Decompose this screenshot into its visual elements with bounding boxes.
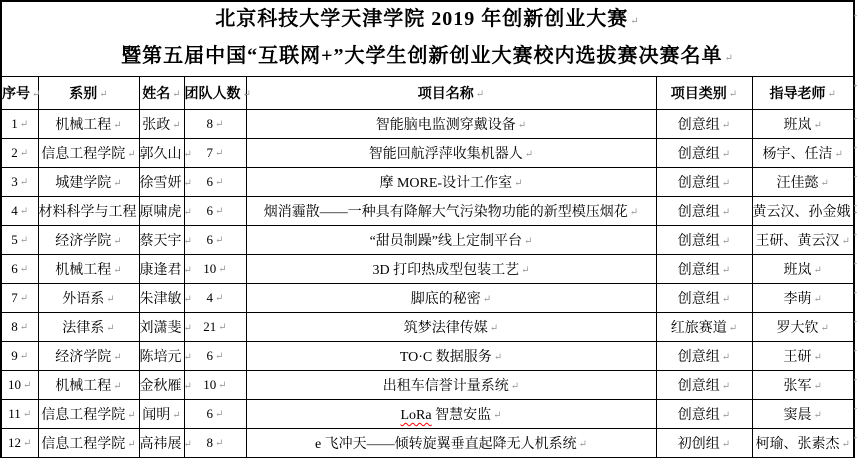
cell-category: 创意组 ↵ xyxy=(656,284,752,313)
cell-name: 闻明 ↵ xyxy=(139,400,184,429)
cell-name: 高祎展 ↵ xyxy=(139,429,184,458)
cell-category: 创意组 ↵ xyxy=(656,197,752,226)
cell-advisor: 班岚 ↵ ↵ xyxy=(752,110,854,139)
cell-project: e 飞冲天——倾转旋翼垂直起降无人机系统 ↵ xyxy=(246,429,656,458)
cell-department: 城建学院 ↵ xyxy=(38,168,139,197)
cell-no: 2 ↵ xyxy=(1,139,38,168)
cell-project: 智能脑电监测穿戴设备 ↵ xyxy=(246,110,656,139)
cell-category: 创意组 ↵ xyxy=(656,226,752,255)
cell-team-size: 10 ↵ xyxy=(184,255,246,284)
cell-no: 6 ↵ xyxy=(1,255,38,284)
cell-team-size: 6 ↵ xyxy=(184,342,246,371)
project-text-rest: 智慧安监 xyxy=(431,408,492,423)
cell-team-size: 6 ↵ xyxy=(184,400,246,429)
cell-team-size: 6 ↵ xyxy=(184,226,246,255)
cell-category: 红旅赛道 ↵ xyxy=(656,313,752,342)
cell-category: 创意组 ↵ xyxy=(656,255,752,284)
table-row xyxy=(1,371,854,400)
cell-category: 创意组 ↵ xyxy=(656,110,752,139)
header-advisor: 指导老师 ↵ ↵ xyxy=(752,77,854,110)
cell-advisor: 杨宇、任洁 ↵ ↵ xyxy=(752,139,854,168)
cell-department: 经济学院 ↵ xyxy=(38,226,139,255)
cell-department: 机械工程 ↵ xyxy=(38,371,139,400)
header-name: 姓名 ↵ xyxy=(139,77,184,110)
cell-advisor: 王研、黄云汉 ↵ ↵ xyxy=(752,226,854,255)
cell-advisor: 王研 ↵ ↵ xyxy=(752,342,854,371)
table-row xyxy=(1,255,854,284)
cell-project: 烟消霾散——一种具有降解大气污染物功能的新型模压烟花 ↵ xyxy=(246,197,656,226)
cell-name: 郭久山 ↵ xyxy=(139,139,184,168)
cell-advisor: 班岚 ↵ ↵ xyxy=(752,255,854,284)
cell-name: 陈培元 ↵ xyxy=(139,342,184,371)
cell-category: 创意组 ↵ xyxy=(656,400,752,429)
cell-team-size: 7 ↵ xyxy=(184,139,246,168)
cell-advisor: 张军 ↵ ↵ xyxy=(752,371,854,400)
cell-team-size: 8 ↵ xyxy=(184,429,246,458)
header-team-size: 团队人数 ↵ xyxy=(184,77,246,110)
cell-no: 4 ↵ xyxy=(1,197,38,226)
table-row xyxy=(1,168,854,197)
cell-no: 3 ↵ xyxy=(1,168,38,197)
header-department: 系别 ↵ xyxy=(38,77,139,110)
table-row xyxy=(1,313,854,342)
cell-no: 7 ↵ xyxy=(1,284,38,313)
cell-project: “甜员制躁”线上定制平台 ↵ xyxy=(246,226,656,255)
header-row xyxy=(1,77,854,110)
cell-no: 12 ↵ xyxy=(1,429,38,458)
cell-department: 信息工程学院 ↵ xyxy=(38,400,139,429)
cell-no: 8 ↵ xyxy=(1,313,38,342)
document-title-line-1: 北京科技大学天津学院 2019 年创新创业大赛 ↵ xyxy=(2,2,853,39)
cell-name: 康逢君 ↵ xyxy=(139,255,184,284)
cell-project: 3D 打印热成型包装工艺 ↵ xyxy=(246,255,656,284)
cell-advisor: 汪佳懿 ↵ ↵ xyxy=(752,168,854,197)
cell-project xyxy=(246,400,656,429)
cell-department: 机械工程 ↵ xyxy=(38,255,139,284)
cell-project: 筑梦法律传媒 ↵ xyxy=(246,313,656,342)
cell-team-size: 10 ↵ xyxy=(184,371,246,400)
table-row xyxy=(1,284,854,313)
cell-name: 刘潇斐 ↵ xyxy=(139,313,184,342)
cell-category: 初创组 ↵ xyxy=(656,429,752,458)
table-row xyxy=(1,342,854,371)
table-row xyxy=(1,110,854,139)
cell-department: 外语系 ↵ xyxy=(38,284,139,313)
cell-team-size: 6 ↵ xyxy=(184,197,246,226)
document-title-line-2: 暨第五届中国“互联网+”大学生创新创业大赛校内选拔赛决赛名单 ↵ xyxy=(2,39,853,76)
table-row xyxy=(1,197,854,226)
title-cell xyxy=(1,1,854,77)
cell-project: 摩 MORE-设计工作室 ↵ xyxy=(246,168,656,197)
cell-advisor: 黄云汉、孙金娥 ↵ ↵ xyxy=(752,197,854,226)
cell-department: 信息工程学院 ↵ xyxy=(38,139,139,168)
cell-advisor: 李萌 ↵ ↵ xyxy=(752,284,854,313)
cell-advisor: 窦晨 ↵ ↵ xyxy=(752,400,854,429)
table-row xyxy=(1,139,854,168)
spellcheck-underlined-word: LoRa xyxy=(400,408,432,423)
project-text-with-spellcheck xyxy=(401,408,502,423)
cell-department: 经济学院 ↵ xyxy=(38,342,139,371)
cell-no: 11 ↵ xyxy=(1,400,38,429)
cell-name: 蔡天宇 ↵ xyxy=(139,226,184,255)
header-no: 序号 ↵ xyxy=(1,77,38,110)
cell-no: 9 ↵ xyxy=(1,342,38,371)
cell-team-size: 4 ↵ xyxy=(184,284,246,313)
cell-category: 创意组 ↵ xyxy=(656,342,752,371)
cell-no: 5 ↵ xyxy=(1,226,38,255)
cell-no: 10 ↵ xyxy=(1,371,38,400)
cell-project: TO·C 数据服务 ↵ xyxy=(246,342,656,371)
cell-category: 创意组 ↵ xyxy=(656,139,752,168)
header-project-category: 项目类别 ↵ xyxy=(656,77,752,110)
cell-project: 脚底的秘密 ↵ xyxy=(246,284,656,313)
cell-project: 智能回航浮萍收集机器人 ↵ xyxy=(246,139,656,168)
cell-team-size: 21 ↵ xyxy=(184,313,246,342)
cell-name: 张政 ↵ xyxy=(139,110,184,139)
cell-category: 创意组 ↵ xyxy=(656,168,752,197)
cell-project: 出租车信誉计量系统 ↵ xyxy=(246,371,656,400)
header-project-name: 项目名称 ↵ xyxy=(246,77,656,110)
table-row xyxy=(1,429,854,458)
cell-department: 信息工程学院 ↵ xyxy=(38,429,139,458)
cell-name: 徐雪妍 ↵ xyxy=(139,168,184,197)
cell-department: 机械工程 ↵ xyxy=(38,110,139,139)
cell-department: 材料科学与工程 ↵ xyxy=(38,197,139,226)
table-row xyxy=(1,400,854,429)
cell-name: 金秋雁 ↵ xyxy=(139,371,184,400)
cell-advisor: 罗大钦 ↵ ↵ xyxy=(752,313,854,342)
cell-advisor: 柯瑜、张素杰 ↵ ↵ xyxy=(752,429,854,458)
cell-name: 朱津敏 ↵ xyxy=(139,284,184,313)
cell-category: 创意组 ↵ xyxy=(656,371,752,400)
title-row xyxy=(1,1,854,77)
cell-team-size: 8 ↵ xyxy=(184,110,246,139)
cell-no: 1 ↵ xyxy=(1,110,38,139)
cell-department: 法律系 ↵ xyxy=(38,313,139,342)
cell-team-size: 6 ↵ xyxy=(184,168,246,197)
table-row xyxy=(1,226,854,255)
cell-name: 原啸虎 ↵ xyxy=(139,197,184,226)
